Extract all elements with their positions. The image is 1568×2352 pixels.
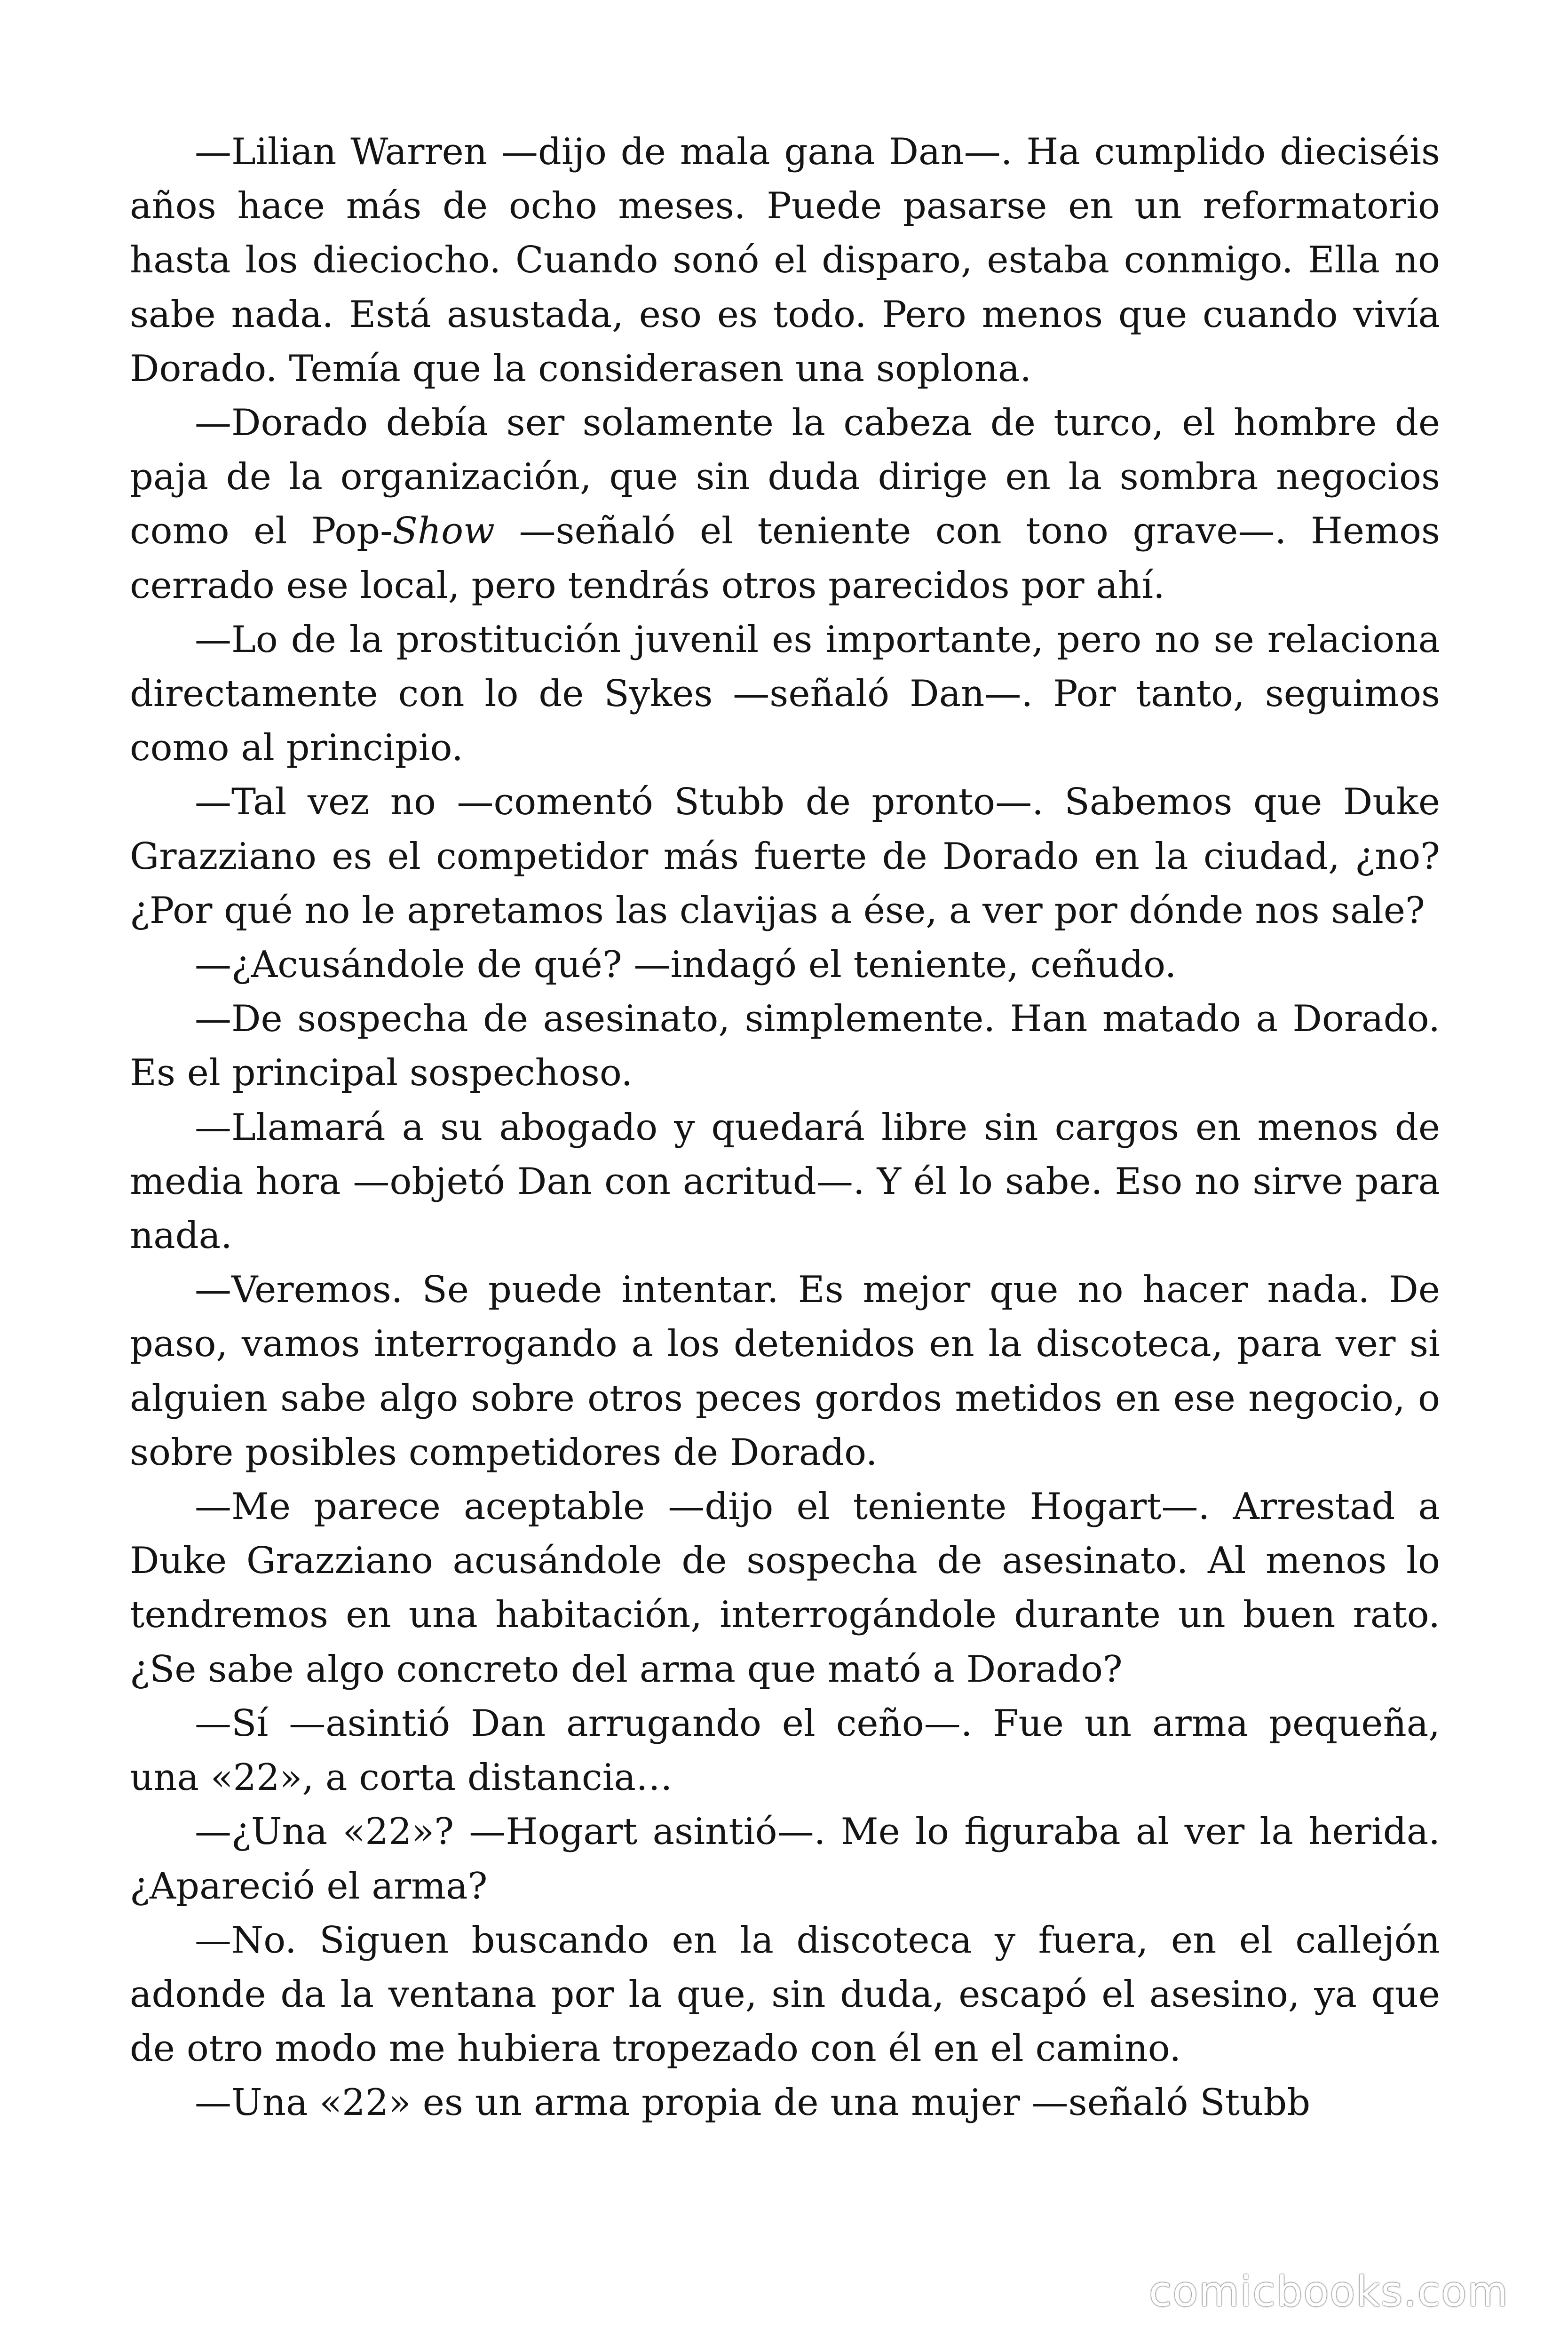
paragraph-12: —No. Siguen buscando en la discoteca y fuera, en el callejón adonde da la ventana por la que, sin duda, escapó el asesino, ya que de otro modo me hubiera tropezado con él en el camino. — [130, 1919, 1440, 2070]
paragraph-2 — [130, 396, 1440, 613]
paragraph-2-text-end: —señaló el teniente con tono grave—. Hemos cerrado ese local, pero tendrás otros parecidos por ahí. — [130, 510, 1440, 607]
paragraph-3: —Lo de la prostitución juvenil es importante, pero no se relaciona directamente con lo de Sykes —señaló Dan—. Por tanto, seguimos como al principio. — [130, 618, 1440, 770]
paragraph-9: —Me parece aceptable —dijo el teniente Hogart—. Arrestad a Duke Grazziano acusándole de sospecha de asesinato. Al menos lo tendremos en una habitación, interrogándole durante un buen rato. ¿Se sabe algo concreto del arma que mató a Dorado? — [130, 1486, 1440, 1691]
paragraph-10: —Sí —asintió Dan arrugando el ceño—. Fue un arma pequeña, una «22», a corta distancia… — [130, 1702, 1440, 1799]
paragraph-5: —¿Acusándole de qué? —indagó el teniente, ceñudo. — [195, 944, 1177, 986]
paragraph-7: —Llamará a su abogado y quedará libre sin cargos en menos de media hora —objetó Dan con acritud—. Y él lo sabe. Eso no sirve para nada. — [130, 1106, 1440, 1257]
paragraph-4: —Tal vez no —comentó Stubb de pronto—. Sabemos que Duke Grazziano es el competidor más fuerte de Dorado en la ciudad, ¿no? ¿Por qué no le apretamos las clavijas a ése, a ver por dónde nos sale? — [130, 781, 1440, 932]
show-italic-word: Show — [392, 510, 495, 553]
paragraph-8: —Veremos. Se puede intentar. Es mejor que no hacer nada. De paso, vamos interrogando a los detenidos en la discoteca, para ver si alguien sabe algo sobre otros peces gordos metidos en ese negocio, o sobre posibles competidores de Dorado. — [130, 1269, 1440, 1474]
paragraph-1: —Lilian Warren —dijo de mala gana Dan—. Ha cumplido dieciséis años hace más de ocho meses. Puede pasarse en un reformatorio hasta los dieciocho. Cuando sonó el disparo, estaba conmigo. Ella no sabe nada. Está asustada, eso es todo. Pero menos que cuando vivía Dorado. Temía que la considerasen una soplona. — [130, 131, 1440, 390]
paragraph-2-text-start: —Dorado debía ser solamente la cabeza de turco, el hombre de paja de la organización, que sin duda dirige en la sombra negocios como el Pop- — [130, 402, 1440, 553]
paragraph-11: —¿Una «22»? —Hogart asintió—. Me lo figuraba al ver la herida. ¿Apareció el arma? — [130, 1811, 1440, 1907]
body-text — [130, 125, 1440, 2130]
paragraph-13: —Una «22» es un arma propia de una mujer —señaló Stubb — [195, 2082, 1311, 2124]
paragraph-6: —De sospecha de asesinato, simplemente. Han matado a Dorado. Es el principal sospechoso. — [130, 998, 1440, 1095]
watermark: comicbooks.com — [1148, 2267, 1509, 2316]
